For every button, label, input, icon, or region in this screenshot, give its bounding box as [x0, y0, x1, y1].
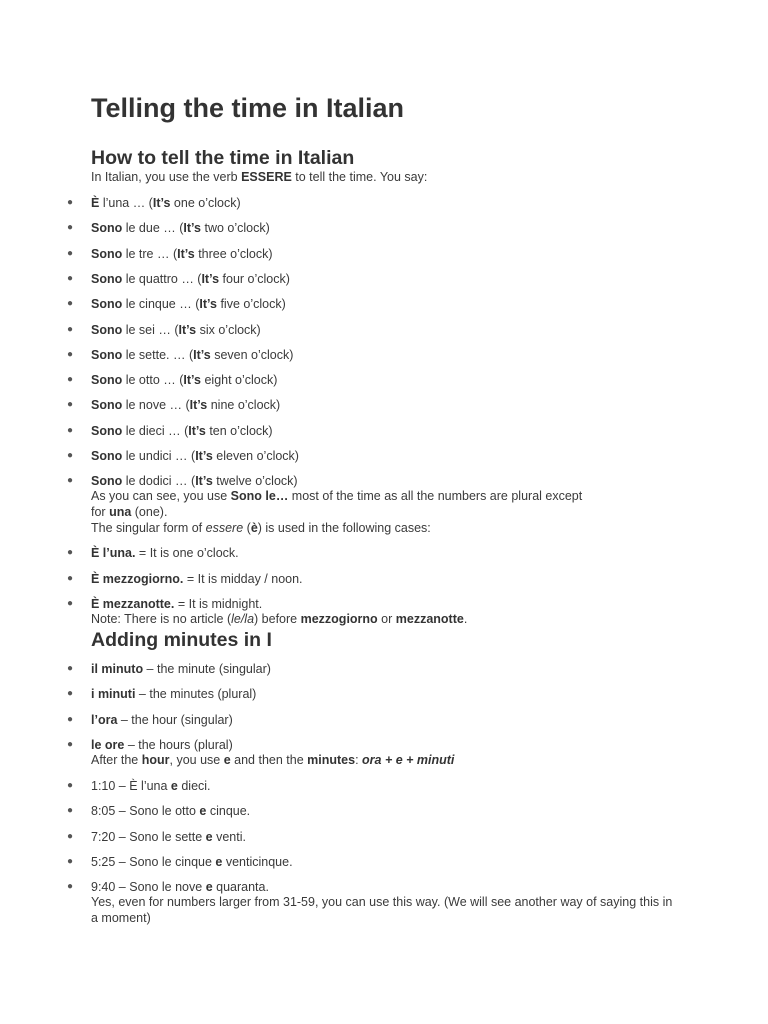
list-item: ● Sono le quattro … (It’s four o’clock) [67, 271, 290, 286]
list-item: ● È l’una … (It’s one o’clock) [67, 196, 241, 210]
bullet-icon: ● [67, 298, 74, 310]
list-item: ● l’ora – the hour (singular) [67, 712, 233, 727]
bullet-icon: ● [67, 713, 74, 725]
bullet-icon: ● [67, 247, 74, 259]
list-item: ● È l’una. = It is one o’clock. [67, 546, 239, 560]
list-item: ● Sono le dodici … (It’s twelve o’clock) [67, 474, 298, 489]
list-item: ● 7:20 – Sono le sette e venti. [67, 829, 246, 844]
section-heading: How to tell the time in Italian [91, 147, 355, 169]
rule-text: After the hour, you use e and then the minutes: ora + e + minuti [91, 753, 455, 767]
list-item: ● Sono le tre … (It’s three o’clock) [67, 246, 273, 261]
list-item: ● È mezzanotte. = It is midnight. [67, 597, 263, 611]
article-note: Note: There is no article (le/la) before mezzogiorno or mezzanotte. [91, 612, 468, 626]
bullet-icon: ● [67, 475, 74, 487]
section-heading: Adding minutes in I [91, 629, 272, 651]
bullet-icon: ● [67, 598, 74, 609]
bullet-icon: ● [67, 738, 74, 750]
list-item: ● Sono le due … (It’s two o’clock) [67, 221, 270, 236]
list-item: ● Sono le dieci … (It’s ten o’clock) [67, 423, 273, 438]
list-item: ● 9:40 – Sono le nove e quaranta. [67, 880, 269, 895]
bullet-icon: ● [67, 663, 74, 674]
bullet-icon: ● [67, 272, 74, 284]
section-how-to-tell-time [91, 147, 691, 185]
list-item: ● Sono le sette. … (It’s seven o’clock) [67, 347, 294, 362]
list-item: ● 8:05 – Sono le otto e cinque. [67, 804, 251, 819]
bullet-icon: ● [67, 197, 74, 208]
bullet-icon: ● [67, 780, 74, 791]
bullet-icon: ● [67, 572, 74, 584]
list-item: ● Sono le sei … (It’s six o’clock) [67, 322, 261, 337]
bullet-icon: ● [67, 424, 74, 436]
intro-text: In Italian, you use the verb ESSERE to tell the time. You say: [91, 170, 428, 184]
bullet-icon: ● [67, 805, 74, 817]
list-item: ● Sono le nove … (It’s nine o’clock) [67, 398, 281, 413]
page-title: Telling the time in Italian [91, 93, 405, 123]
bullet-icon: ● [67, 323, 74, 335]
list-item: ● Sono le otto … (It’s eight o’clock) [67, 373, 278, 388]
bullet-icon: ● [67, 688, 74, 700]
bullet-icon: ● [67, 399, 74, 411]
bullet-icon: ● [67, 374, 74, 386]
bullet-icon: ● [67, 830, 74, 842]
bullet-icon: ● [67, 881, 74, 893]
bullet-icon: ● [67, 450, 74, 461]
list-item: ● le ore – the hours (plural) [67, 737, 233, 752]
bullet-icon: ● [67, 222, 74, 234]
list-item: ● 5:25 – Sono le cinque e venticinque. [67, 854, 293, 869]
list-item: ● Sono le undici … (It’s eleven o’clock) [67, 449, 299, 463]
list-item: ● Sono le cinque … (It’s five o’clock) [67, 297, 286, 312]
plural-note: As you can see, you use Sono le… most of the time as all the numbers are plural except for una (one). The singular form of essere (è) is used in the following cases: [91, 489, 583, 535]
list-item: ● il minuto – the minute (singular) [67, 662, 271, 676]
section-adding-minutes [91, 629, 691, 651]
list-item: ● 1:10 – È l’una e dieci. [67, 779, 211, 793]
list-item: ● È mezzogiorno. = It is midday / noon. [67, 571, 303, 586]
bullet-icon: ● [67, 547, 74, 558]
list-item: ● i minuti – the minutes (plural) [67, 687, 257, 702]
closing-text: Yes, even for numbers larger from 31-59, you can use this way. (We will see another way of saying this in a moment) [91, 895, 673, 925]
bullet-icon: ● [67, 348, 74, 360]
bullet-icon: ● [67, 855, 74, 867]
